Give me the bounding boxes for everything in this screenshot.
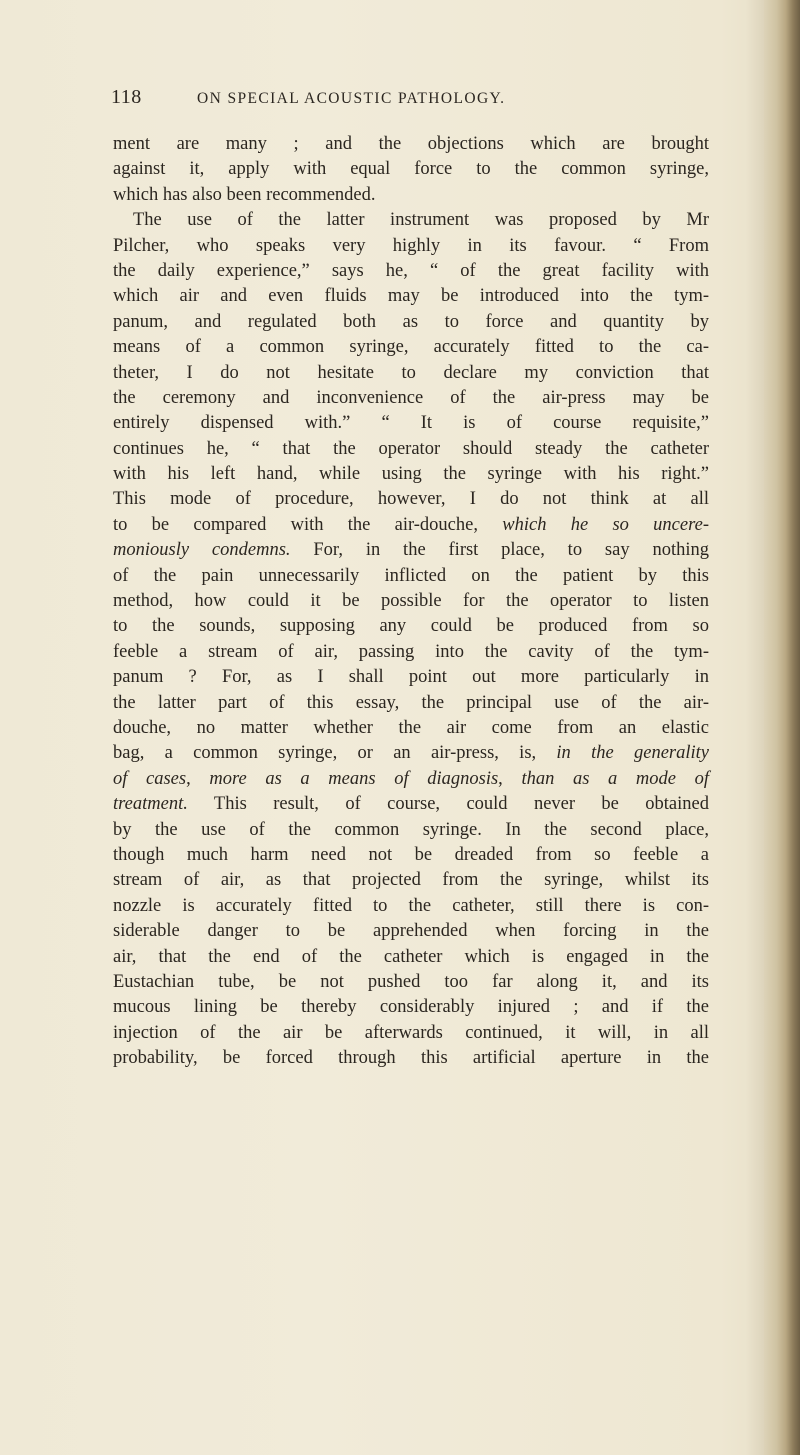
text-line [113,767,709,792]
text-line [113,792,709,817]
text-line [113,411,709,436]
text-line [113,1021,709,1046]
italic-text: of cases [113,768,187,789]
text-line [113,564,709,589]
text-segment: This result, of course, could never be obtained [187,794,709,815]
text-line [113,843,709,868]
text-line [113,538,709,563]
italic-text: in the generality [556,743,709,764]
text-segment: panum ? For, as I shall point out more particularly in [113,667,709,688]
body-text [113,132,709,1071]
text-line [113,513,709,538]
page-gutter-shadow [746,0,764,1455]
text-segment: , [498,768,522,789]
text-line [113,132,709,157]
text-line [113,1046,709,1071]
text-segment: panum, and regulated both as to force and quantity by [113,311,709,332]
text-line [113,589,709,614]
text-line [113,614,709,639]
italic-text: more as a means of diagnosis [209,768,499,789]
page-edge [764,0,800,1455]
text-line [113,183,709,208]
text-line [113,741,709,766]
text-segment: the daily experience,” says he, “ of the great facility with [113,260,709,281]
text-segment: to the sounds, supposing any could be produced from so [113,616,709,637]
text-segment: douche, no matter whether the air come from an elastic [113,717,709,738]
italic-text: treatment. [113,794,188,815]
text-line [113,284,709,309]
text-segment: to be compared with the air-douche, [113,514,503,535]
text-line [113,818,709,843]
text-line [113,894,709,919]
text-line [113,361,709,386]
text-segment: probability, be forced through this artificial aperture in the [113,1048,709,1069]
text-segment: stream of air, as that projected from the syringe, whilst its [113,870,709,891]
text-segment: the ceremony and inconvenience of the air-press may be [113,387,709,408]
text-line [113,437,709,462]
text-segment: which air and even fluids may be introduced into the tym- [113,286,709,307]
text-line [113,259,709,284]
text-segment: mucous lining be thereby considerably injured ; and if the [113,997,709,1018]
italic-text: than as a mode of [521,768,710,789]
text-segment: Pilcher, who speaks very highly in its favour. “ From [113,235,709,256]
text-segment: the latter part of this essay, the principal use of the air- [113,692,709,713]
text-segment: nozzle is accurately fitted to the catheter, still there is con- [113,895,709,916]
text-segment: injection of the air be afterwards continued, it will, in all [113,1022,709,1043]
text-segment: method, how could it be possible for the operator to listen [113,591,709,612]
text-segment: against it, apply with equal force to the common syringe, [113,159,709,180]
text-line [113,640,709,665]
text-line [113,945,709,970]
text-line [113,919,709,944]
text-line [113,868,709,893]
running-head: ON SPECIAL ACOUSTIC PATHOLOGY. [197,90,506,107]
text-segment: entirely dispensed with.” “ It is of course requisite,” [113,413,709,434]
text-line [113,716,709,741]
text-segment: This mode of procedure, however, I do not think at all [113,489,709,510]
text-segment: ment are many ; and the objections which are brought [113,134,709,154]
text-segment: Eustachian tube, be not pushed too far along it, and its [113,971,709,992]
text-segment: of the pain unnecessarily inflicted on the patient by this [113,565,709,586]
page-number: 118 [111,86,142,108]
text-segment: air, that the end of the catheter which is engaged in the [113,946,709,967]
text-segment: For, in the first place, to say nothing [290,540,709,561]
text-line [113,487,709,512]
text-segment: with his left hand, while using the syringe with his right.” [113,464,709,485]
text-line [113,386,709,411]
text-line [113,208,709,233]
text-segment: The use of the latter instrument was proposed by Mr [133,210,709,231]
text-line [113,234,709,259]
text-line [113,970,709,995]
text-segment: theter, I do not hesitate to declare my conviction that [113,362,709,383]
text-line [113,157,709,182]
text-segment: though much harm need not be dreaded from so feeble a [113,844,709,865]
text-segment: feeble a stream of air, passing into the cavity of the tym- [113,641,709,662]
text-line [113,691,709,716]
text-segment: means of a common syringe, accurately fitted to the ca- [113,337,709,358]
text-line [113,995,709,1020]
text-segment: siderable danger to be apprehended when forcing in the [113,921,709,942]
text-line [113,462,709,487]
text-segment: , [186,768,210,789]
text-segment: bag, a common syringe, or an air-press, is, [113,743,557,764]
text-segment: which has also been recommended. [113,184,376,205]
text-line [113,310,709,335]
text-segment: by the use of the common syringe. In the second place, [113,819,709,840]
text-line [113,665,709,690]
text-line [113,335,709,360]
text-segment: continues he, “ that the operator should steady the catheter [113,438,709,459]
italic-text: which he so uncere- [502,514,709,535]
page-header [111,86,731,116]
italic-text: moniously condemns. [113,540,291,561]
